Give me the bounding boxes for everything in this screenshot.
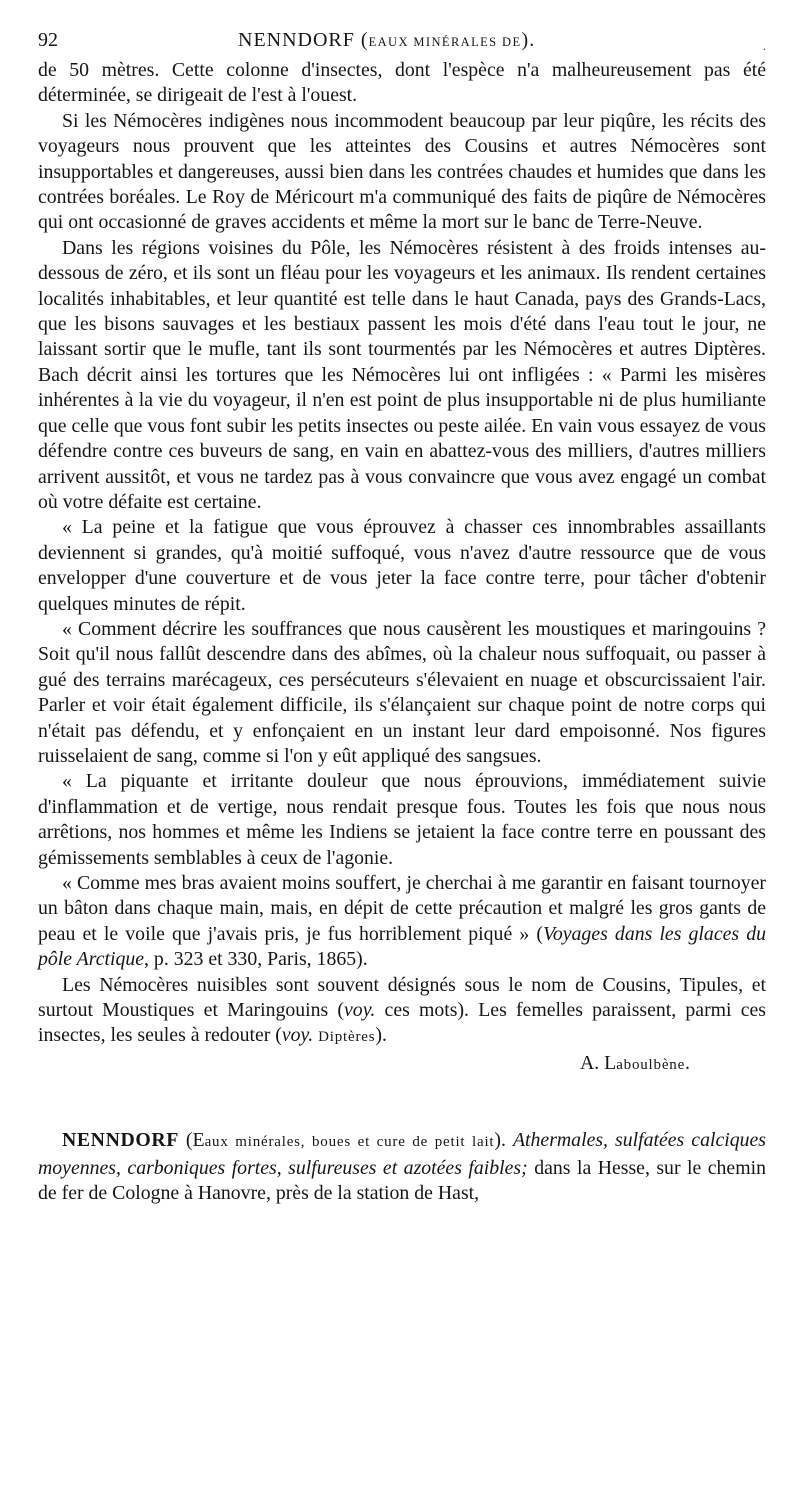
document-page [38, 28, 766, 1206]
header-mark: . [763, 39, 766, 53]
paragraph-3: Dans les régions voisines du Pôle, les Némocères résistent à des froids intenses au-dessous de zéro, et ils sont un fléau pour les voyageurs et les animaux. Ils rendent certaines localités inhabitables, et leur quantité est telle dans le haut Canada, pays des Grands-Lacs, que les bisons sauvages et les bestiaux passent les mois d'été dans l'eau tout le jour, ne laissant sortir que le mufle, tant ils sont tourmentés par les Némocères et autres Diptères. Bach décrit ainsi les tortures que les Némocères lui ont infligées : « Parmi les misères inhérentes à la vie du voyageur, il n'en est point de plus insupportable ni de plus humiliante que celle que vous font subir les petits insectes ou peste ailée. En vain vous essayez de vous défendre contre ces buveurs de sang, en vain en abattez-vous des milliers, d'autres milliers arrivent aussitôt, et vous ne tardez pas à vous convaincre que vous avez engagé un combat où votre défaite est certaine. [38, 236, 766, 513]
paragraph-1: de 50 mètres. Cette colonne d'insectes, dont l'espèce n'a malheureusement pas été déterminée, se dirigeait de l'est à l'ouest. [38, 59, 766, 107]
entry-headword: NENNDORF [62, 1129, 179, 1152]
page-number: 92 [38, 29, 58, 51]
entry-classification: Athermales, sulfatées calciques moyennes, carboniques fortes, sulfureuses et azotées faibles; [38, 1129, 766, 1179]
paragraph-7: « Comme mes bras avaient moins souffert, je cherchai à me garantir en faisant tournoyer un bâton dans chaque main, mais, en dépit de cette précaution et malgré les gros gants de peau et le voile que j'avais pris, je fus horriblement piqué » (Voyages dans les glaces du pôle Arctique, p. 323 et 330, Paris, 1865). [38, 872, 766, 971]
paragraph-6: « La piquante et irritante douleur que nous éprouvions, immédiatement suivie d'inflammation et de vertige, nous rendait presque fous. Toutes les fois que nous nous arrêtions, nos hommes et même les Indiens se jetaient la face contre terre en poussant des gémissements semblables à ceux de l'agonie. [38, 770, 766, 869]
paragraph-2: Si les Némocères indigènes nous incommodent beaucoup par leur piqûre, les récits des voyageurs nous prouvent que les atteintes des Cousins et autres Némocères sont insupportables et dangereuses, aussi bien dans les contrées chaudes et humides que dans les contrées boréales. Le Roy de Méricourt m'a communiqué des faits de piqûre de Némocères qui ont occasionné de graves accidents et même la mort sur le banc de Terre-Neuve. [38, 109, 766, 234]
paragraph-8: Les Némocères nuisibles sont souvent désignés sous le nom de Cousins, Tipules, et surtout Moustiques et Maringouins (voy. ces mots). Les femelles paraissent, parmi ces insectes, les seules à redouter (voy. Diptères). [38, 973, 766, 1047]
running-header [38, 28, 766, 58]
paragraph-5: « Comment décrire les souffrances que nous causèrent les moustiques et maringouins ? Soit qu'il nous fallût descendre dans des abîmes, où la chaleur nous suffoquait, ou passer à gué des terrains marécageux, ces persécuteurs s'élevaient en nuage et obscurcissaient l'air. Parler et voir était également difficile, ils s'élançaient sur chaque point de notre corps qui n'était pas défendu, et y enfonçaient en un instant leur dard empoisonné. Nos figures ruisselaient de sang, comme si l'on y eût appliqué des sangsues. [38, 617, 766, 767]
cross-reference: Diptères [318, 1029, 376, 1046]
dictionary-entry: NENNDORF (Eaux minérales, boues et cure de petit lait). Athermales, sulfatées calciques moyennes, carboniques fortes, sulfureuses et azotées faibles; dans la Hesse, sur le chemin de fer de Cologne à Hanovre, près de la station de Hast, [38, 1129, 766, 1205]
running-title: NENNDORF (EAUX MINÉRALES DE). [238, 29, 536, 51]
paragraph-4: « La peine et la fatigue que vous éprouvez à chasser ces innombrables assaillants deviennent si grandes, qu'à moitié suffoqué, vous n'avez d'autre ressource que de vous envelopper d'une couverture et de vous jeter la face contre terre, pour tâcher d'obtenir quelques minutes de répit. [38, 516, 766, 615]
author-signature: A. Laboulbène. [579, 1051, 690, 1074]
book-title: Voyages dans les glaces du pôle Arctique [38, 922, 766, 971]
